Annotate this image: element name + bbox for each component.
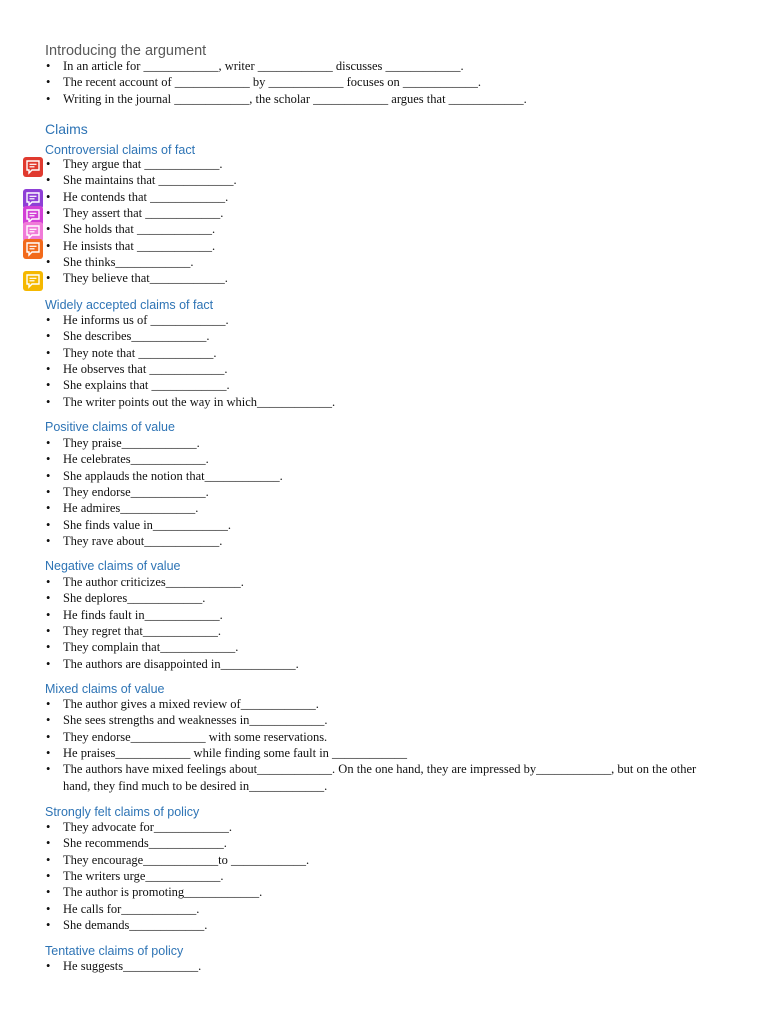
heading-controversial-claims-of-fact: Controversial claims of fact <box>45 143 196 157</box>
list-item: • She finds value in____________. <box>0 517 723 533</box>
list-item: • The recent account of ____________ by ____________ focuses on ____________. <box>0 74 723 90</box>
list-item: • Writing in the journal ____________, the scholar ____________ argues that ____________. <box>0 91 723 107</box>
list-item: • They praise____________. <box>0 435 723 451</box>
list-item: • They note that ____________. <box>0 345 723 361</box>
list-introducing-argument <box>0 58 723 107</box>
heading-mixed-claims-of-value: Mixed claims of value <box>45 682 165 696</box>
list-item: • They regret that____________. <box>0 623 723 639</box>
list-item: • The author gives a mixed review of____________. <box>0 696 723 712</box>
heading-widely-accepted-claims-of-fact: Widely accepted claims of fact <box>45 298 214 312</box>
list-controversial-claims-of-fact <box>0 156 723 287</box>
heading-negative-claims-of-value: Negative claims of value <box>45 559 181 573</box>
list-item: • He admires____________. <box>0 500 723 516</box>
list-item: • They argue that ____________. <box>0 156 723 172</box>
heading-positive-claims-of-value: Positive claims of value <box>45 420 175 434</box>
list-item: • She thinks____________. <box>0 254 723 270</box>
list-item: • They rave about____________. <box>0 533 723 549</box>
list-item: • He observes that ____________. <box>0 361 723 377</box>
heading-strongly-felt-claims-of-policy: Strongly felt claims of policy <box>45 805 200 819</box>
list-item: • They advocate for____________. <box>0 819 723 835</box>
list-item: • They endorse____________. <box>0 484 723 500</box>
list-item: • In an article for ____________, writer ____________ discusses ____________. <box>0 58 723 74</box>
list-item: • They complain that____________. <box>0 639 723 655</box>
list-item: • They assert that ____________. <box>0 205 723 221</box>
list-item: • She recommends____________. <box>0 835 723 851</box>
list-item: • He celebrates____________. <box>0 451 723 467</box>
list-item: • The authors have mixed feelings about____________. On the one hand, they are impressed by____________, but on the other hand, they find much to be desired in____________. <box>0 761 723 794</box>
list-item: • The authors are disappointed in____________. <box>0 656 723 672</box>
list-widely-accepted-claims-of-fact <box>0 312 723 410</box>
list-item: • The author is promoting____________. <box>0 884 723 900</box>
list-item: • She sees strengths and weaknesses in____________. <box>0 712 723 728</box>
list-item: • She applauds the notion that____________. <box>0 468 723 484</box>
list-item: • She deplores____________. <box>0 590 723 606</box>
heading-claims: Claims <box>45 121 88 137</box>
list-item: • She maintains that ____________. <box>0 172 723 188</box>
list-item: • The author criticizes____________. <box>0 574 723 590</box>
list-item: • She demands____________. <box>0 917 723 933</box>
list-item: • They endorse____________ with some reservations. <box>0 729 723 745</box>
list-item: • The writers urge____________. <box>0 868 723 884</box>
list-mixed-claims-of-value <box>0 696 723 794</box>
comment-icon[interactable] <box>23 271 43 291</box>
heading-tentative-claims-of-policy: Tentative claims of policy <box>45 944 184 958</box>
list-item: • He praises____________ while finding some fault in ____________ <box>0 745 723 761</box>
list-tentative-claims-of-policy <box>0 958 723 974</box>
list-item: • They encourage____________to ____________. <box>0 852 723 868</box>
list-item: • The writer points out the way in which____________. <box>0 394 723 410</box>
list-item: • She explains that ____________. <box>0 377 723 393</box>
list-item: • He suggests____________. <box>0 958 723 974</box>
list-item: • He finds fault in____________. <box>0 607 723 623</box>
list-negative-claims-of-value <box>0 574 723 672</box>
list-item: • She describes____________. <box>0 328 723 344</box>
comment-icon[interactable] <box>23 239 43 259</box>
list-item: • He insists that ____________. <box>0 238 723 254</box>
list-item: • They believe that____________. <box>0 270 723 286</box>
list-strongly-felt-claims-of-policy <box>0 819 723 933</box>
list-item: • He calls for____________. <box>0 901 723 917</box>
list-item: • He contends that ____________. <box>0 189 723 205</box>
list-item: • He informs us of ____________. <box>0 312 723 328</box>
comment-icon[interactable] <box>23 157 43 177</box>
list-positive-claims-of-value <box>0 435 723 549</box>
list-item: • She holds that ____________. <box>0 221 723 237</box>
heading-introducing-argument: Introducing the argument <box>45 43 207 59</box>
